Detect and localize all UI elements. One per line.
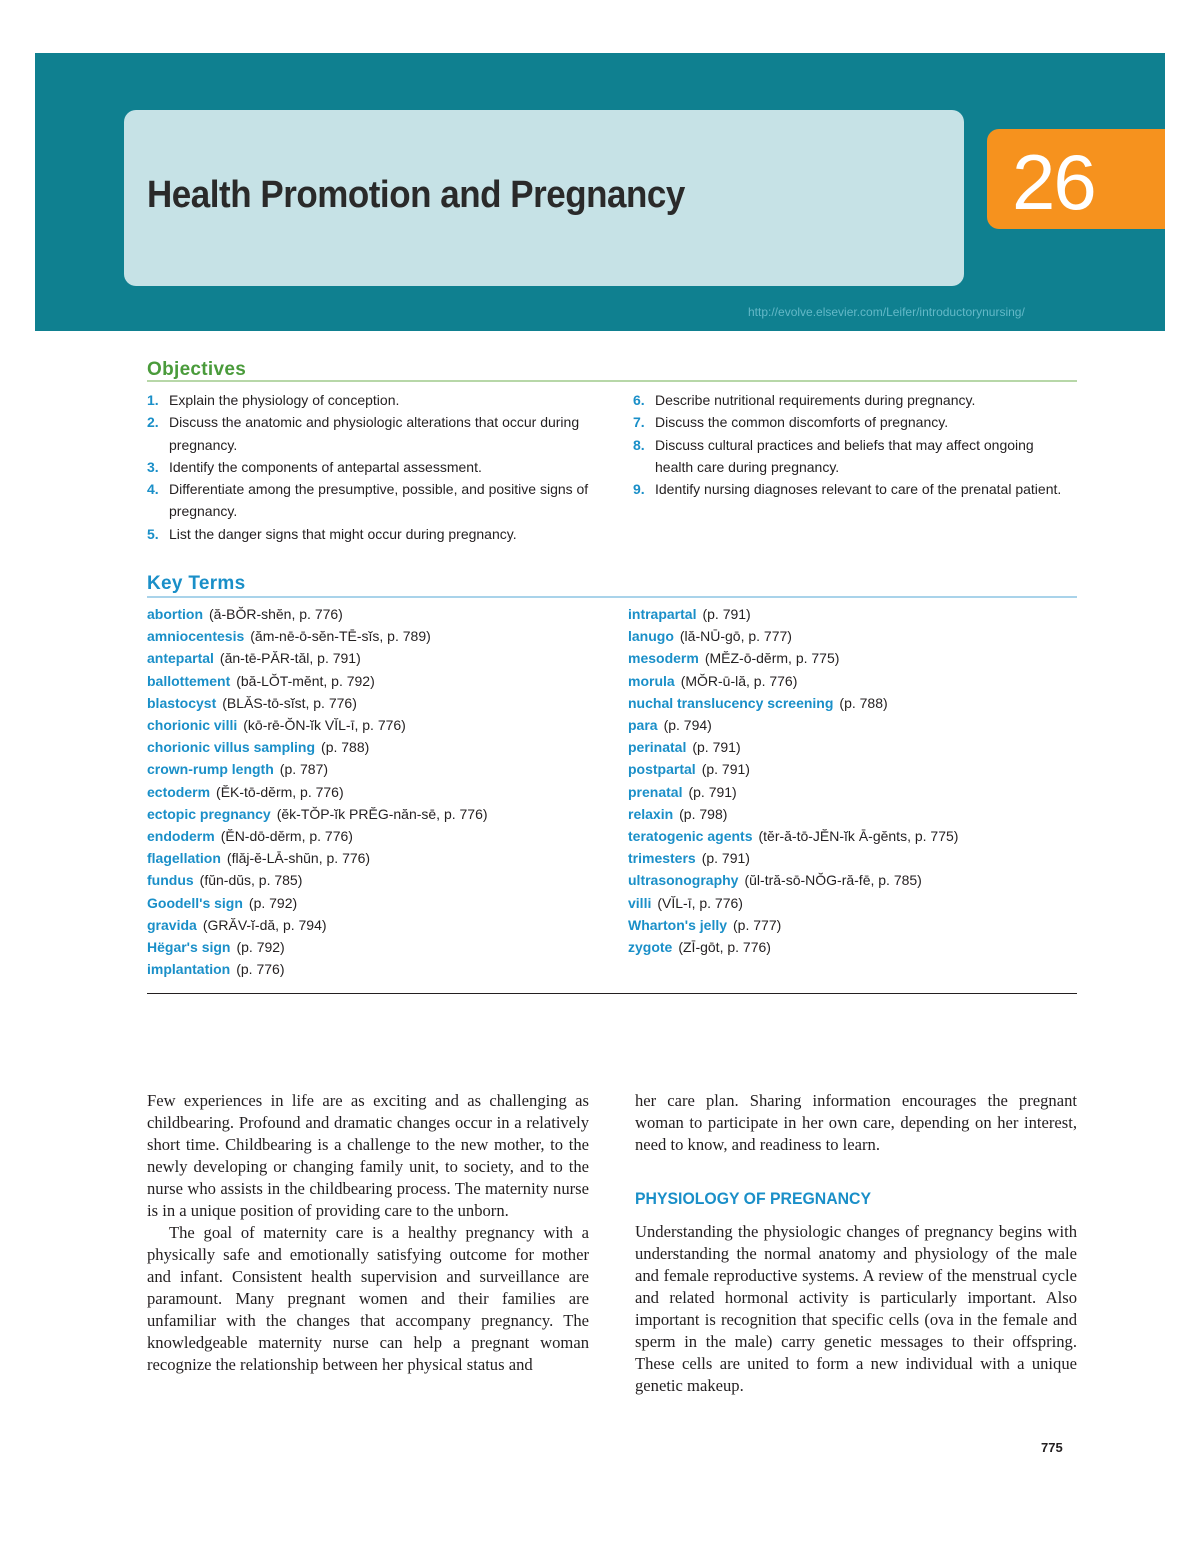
key-term: zygote bbox=[628, 939, 673, 956]
objective-text: Discuss the anatomic and physiologic alterations that occur during pregnancy. bbox=[169, 414, 580, 453]
key-term-item bbox=[628, 692, 1098, 714]
key-term-pronunciation: (p. 792) bbox=[248, 894, 298, 911]
key-term: postpartal bbox=[628, 761, 696, 778]
key-term-pronunciation: (bă-LŎT-mĕnt, p. 792) bbox=[236, 672, 375, 689]
key-term-item bbox=[147, 736, 617, 758]
key-term: Hëgar's sign bbox=[147, 939, 231, 956]
key-term: ultrasonography bbox=[628, 872, 739, 889]
key-term: villi bbox=[628, 894, 652, 911]
key-term: trimesters bbox=[628, 850, 696, 867]
key-term-item bbox=[628, 736, 1098, 758]
key-term-pronunciation: (ĕk-TŎP-ĭk PRĔG-năn-sē, p. 776) bbox=[276, 805, 488, 822]
key-term: Goodell's sign bbox=[147, 894, 243, 911]
key-term-item bbox=[628, 847, 1098, 869]
key-term-item bbox=[628, 603, 1098, 625]
body-column-left bbox=[147, 1090, 589, 1376]
key-term-item bbox=[628, 825, 1098, 847]
key-term-pronunciation: (ăm-nē-ō-sĕn-TĒ-sĭs, p. 789) bbox=[250, 628, 431, 645]
evolve-link[interactable]: http://evolve.elsevier.com/Leifer/introductorynursing/ bbox=[748, 305, 1025, 319]
page-number: 775 bbox=[1041, 1440, 1063, 1455]
key-term-item bbox=[147, 670, 617, 692]
key-term: implantation bbox=[147, 961, 231, 978]
key-term-item bbox=[628, 781, 1098, 803]
key-term: blastocyst bbox=[147, 694, 217, 711]
physiology-body bbox=[635, 1221, 1077, 1397]
key-term: teratogenic agents bbox=[628, 828, 753, 845]
key-term: lanugo bbox=[628, 628, 674, 645]
key-term-item bbox=[628, 869, 1098, 891]
objective-number: 2. bbox=[147, 414, 159, 431]
objective-item bbox=[147, 411, 597, 456]
objective-item bbox=[633, 434, 1073, 479]
key-term: nuchal translucency screening bbox=[628, 694, 834, 711]
key-term-pronunciation: (MŎR-ū-lă, p. 776) bbox=[680, 672, 798, 689]
key-term-pronunciation: (p. 791) bbox=[702, 606, 751, 622]
key-term: intrapartal bbox=[628, 606, 697, 622]
key-term-item bbox=[628, 914, 1098, 936]
objective-number: 8. bbox=[633, 436, 645, 453]
key-term-pronunciation: (p. 776) bbox=[236, 961, 285, 978]
chapter-number: 26 bbox=[1012, 138, 1095, 226]
chapter-title: Health Promotion and Pregnancy bbox=[147, 174, 685, 216]
objective-number: 7. bbox=[633, 414, 645, 431]
key-term-pronunciation: (GRĂV-ĭ-dă, p. 794) bbox=[202, 916, 327, 933]
key-term-item bbox=[147, 803, 617, 825]
key-term-item bbox=[147, 758, 617, 780]
key-term: fundus bbox=[147, 872, 194, 889]
key-term-item bbox=[628, 803, 1098, 825]
key-term-item bbox=[147, 603, 617, 625]
key-term: Wharton's jelly bbox=[628, 916, 728, 933]
key-term-pronunciation: (p. 792) bbox=[236, 939, 285, 956]
key-term: relaxin bbox=[628, 805, 674, 822]
key-term: gravida bbox=[147, 916, 197, 933]
key-term-item bbox=[147, 936, 617, 958]
objective-number: 9. bbox=[633, 481, 645, 498]
objective-text: List the danger signs that might occur during pregnancy. bbox=[169, 525, 517, 542]
body-paragraph: her care plan. Sharing information encourages the pregnant woman to participate in her own care, depending on her interest, need to know, and readiness to learn. bbox=[635, 1091, 1077, 1154]
key-term-pronunciation: (p. 788) bbox=[839, 694, 888, 711]
objective-number: 5. bbox=[147, 525, 159, 542]
key-term-item bbox=[147, 714, 617, 736]
key-term: abortion bbox=[147, 606, 203, 622]
objective-item bbox=[147, 523, 597, 545]
key-term: endoderm bbox=[147, 828, 215, 845]
objectives-heading: Objectives bbox=[147, 359, 247, 380]
objectives-list-left bbox=[147, 389, 597, 545]
key-term-pronunciation: (p. 777) bbox=[733, 916, 782, 933]
key-term-item bbox=[147, 869, 617, 891]
objectives-rule bbox=[147, 380, 1077, 382]
objective-item bbox=[147, 389, 597, 411]
objective-number: 6. bbox=[633, 392, 645, 408]
key-term: amniocentesis bbox=[147, 628, 245, 645]
body-paragraph: Few experiences in life are as exciting and as challenging as childbearing. Profound and dramatic changes occur in a relatively short time. Childbearing is a challenge to the new mother, to the newly developing or changing family unit, to society, and to the nurse who assists in the childbearing process. The maternity nurse is in a unique position of providing care to the unborn. bbox=[147, 1091, 589, 1220]
key-term-pronunciation: (kō-rē-ŎN-ĭk VĬL-ī, p. 776) bbox=[243, 717, 406, 734]
key-term-pronunciation: (ă-BŎR-shĕn, p. 776) bbox=[209, 606, 343, 622]
key-terms-heading: Key Terms bbox=[147, 573, 246, 594]
key-terms-list-right bbox=[628, 603, 1098, 958]
objective-text: Discuss cultural practices and beliefs that may affect ongoing health care during pregnancy. bbox=[655, 436, 1034, 475]
key-term: ectopic pregnancy bbox=[147, 805, 271, 822]
objective-item bbox=[147, 478, 597, 523]
key-term: antepartal bbox=[147, 650, 214, 667]
key-term-item bbox=[628, 936, 1098, 958]
objective-text: Describe nutritional requirements during pregnancy. bbox=[655, 392, 976, 408]
key-term: flagellation bbox=[147, 850, 221, 867]
objective-item bbox=[633, 411, 1073, 433]
key-term-pronunciation: (p. 791) bbox=[688, 783, 737, 800]
objective-text: Explain the physiology of conception. bbox=[169, 392, 400, 408]
key-term-pronunciation: (p. 798) bbox=[679, 805, 728, 822]
key-terms-list-left bbox=[147, 603, 617, 980]
key-term-pronunciation: (p. 791) bbox=[701, 850, 750, 867]
key-term: ballottement bbox=[147, 672, 231, 689]
key-terms-rule bbox=[147, 596, 1077, 598]
objective-text: Differentiate among the presumptive, possible, and positive signs of pregnancy. bbox=[169, 481, 589, 520]
key-term-item bbox=[147, 892, 617, 914]
section-heading: PHYSIOLOGY OF PREGNANCY bbox=[635, 1189, 872, 1208]
key-term-pronunciation: (p. 794) bbox=[663, 717, 712, 734]
chapter-number-tab bbox=[987, 129, 1165, 229]
key-term-pronunciation: (p. 788) bbox=[321, 739, 370, 756]
key-term-item bbox=[147, 847, 617, 869]
objective-item bbox=[633, 478, 1073, 500]
key-term-item bbox=[147, 647, 617, 669]
objectives-list-right bbox=[633, 389, 1073, 500]
key-term-item bbox=[147, 825, 617, 847]
key-term: para bbox=[628, 717, 658, 734]
objective-number: 3. bbox=[147, 458, 159, 475]
key-term: prenatal bbox=[628, 783, 683, 800]
key-term-item bbox=[147, 625, 617, 647]
objective-text: Identify the components of antepartal assessment. bbox=[169, 458, 482, 475]
key-term-pronunciation: (flăj-ĕ-LĀ-shŭn, p. 776) bbox=[226, 850, 371, 867]
key-term-pronunciation: (p. 787) bbox=[279, 761, 329, 778]
key-term-pronunciation: (MĔZ-ō-dĕrm, p. 775) bbox=[704, 650, 840, 667]
objective-number: 4. bbox=[147, 481, 159, 498]
key-term-item bbox=[147, 781, 617, 803]
objective-text: Identify nursing diagnoses relevant to care of the prenatal patient. bbox=[655, 481, 1062, 498]
key-term-pronunciation: (p. 791) bbox=[692, 739, 741, 756]
key-term-item bbox=[628, 758, 1098, 780]
key-term: chorionic villi bbox=[147, 717, 238, 734]
body-column-right bbox=[635, 1090, 1077, 1156]
key-term: ectoderm bbox=[147, 783, 211, 800]
key-term-item bbox=[628, 670, 1098, 692]
key-term-pronunciation: (ŭl-tră-sō-NŎG-ră-fē, p. 785) bbox=[744, 872, 922, 889]
key-term-item bbox=[628, 892, 1098, 914]
key-term-pronunciation: (fŭn-dŭs, p. 785) bbox=[199, 872, 303, 889]
key-term-pronunciation: (BLĂS-tō-sĭst, p. 776) bbox=[222, 694, 357, 711]
objective-item bbox=[147, 456, 597, 478]
key-term-item bbox=[147, 692, 617, 714]
key-term-pronunciation: (VĬL-ī, p. 776) bbox=[657, 894, 743, 911]
objective-item bbox=[633, 389, 1073, 411]
key-term-item bbox=[147, 958, 617, 980]
objective-text: Discuss the common discomforts of pregnancy. bbox=[655, 414, 949, 431]
body-paragraph: The goal of maternity care is a healthy pregnancy with a physically safe and emotionally satisfying outcome for mother and infant. Consistent health supervision and surveillance are paramount. Many pregnant women and their families are unfamiliar with the changes that accompany pregnancy. The knowledgeable maternity nurse can help a pregnant woman recognize the relationship between her physical status and bbox=[147, 1223, 589, 1374]
key-term-pronunciation: (p. 791) bbox=[701, 761, 750, 778]
key-term-pronunciation: (ZĪ-gōt, p. 776) bbox=[678, 939, 771, 956]
key-term: perinatal bbox=[628, 739, 687, 756]
section-divider bbox=[147, 993, 1077, 994]
key-term-item bbox=[147, 914, 617, 936]
key-term: mesoderm bbox=[628, 650, 699, 667]
key-term: crown-rump length bbox=[147, 761, 274, 778]
objective-number: 1. bbox=[147, 392, 159, 408]
key-term-pronunciation: (lă-NŪ-gō, p. 777) bbox=[679, 628, 792, 645]
key-term: morula bbox=[628, 672, 675, 689]
body-paragraph: Understanding the physiologic changes of pregnancy begins with understanding the normal anatomy and physiology of the male and female reproductive systems. A review of the menstrual cycle and related hormonal activity is particularly important. Also important is recognition that specific cells (ova in the female and sperm in the male) carry genetic messages to their offspring. These cells are united to form a new individual with a unique genetic makeup. bbox=[635, 1222, 1077, 1395]
key-term-pronunciation: (tĕr-ă-tō-JĔN-ĭk Ā-gĕnts, p. 775) bbox=[758, 828, 959, 845]
key-term-item bbox=[628, 647, 1098, 669]
key-term-item bbox=[628, 625, 1098, 647]
key-term-pronunciation: (ĔK-tō-dĕrm, p. 776) bbox=[216, 783, 344, 800]
key-term-pronunciation: (ăn-tē-PĂR-tăl, p. 791) bbox=[219, 650, 361, 667]
key-term-item bbox=[628, 714, 1098, 736]
key-term: chorionic villus sampling bbox=[147, 739, 316, 756]
key-term-pronunciation: (ĔN-dō-dĕrm, p. 776) bbox=[220, 828, 353, 845]
